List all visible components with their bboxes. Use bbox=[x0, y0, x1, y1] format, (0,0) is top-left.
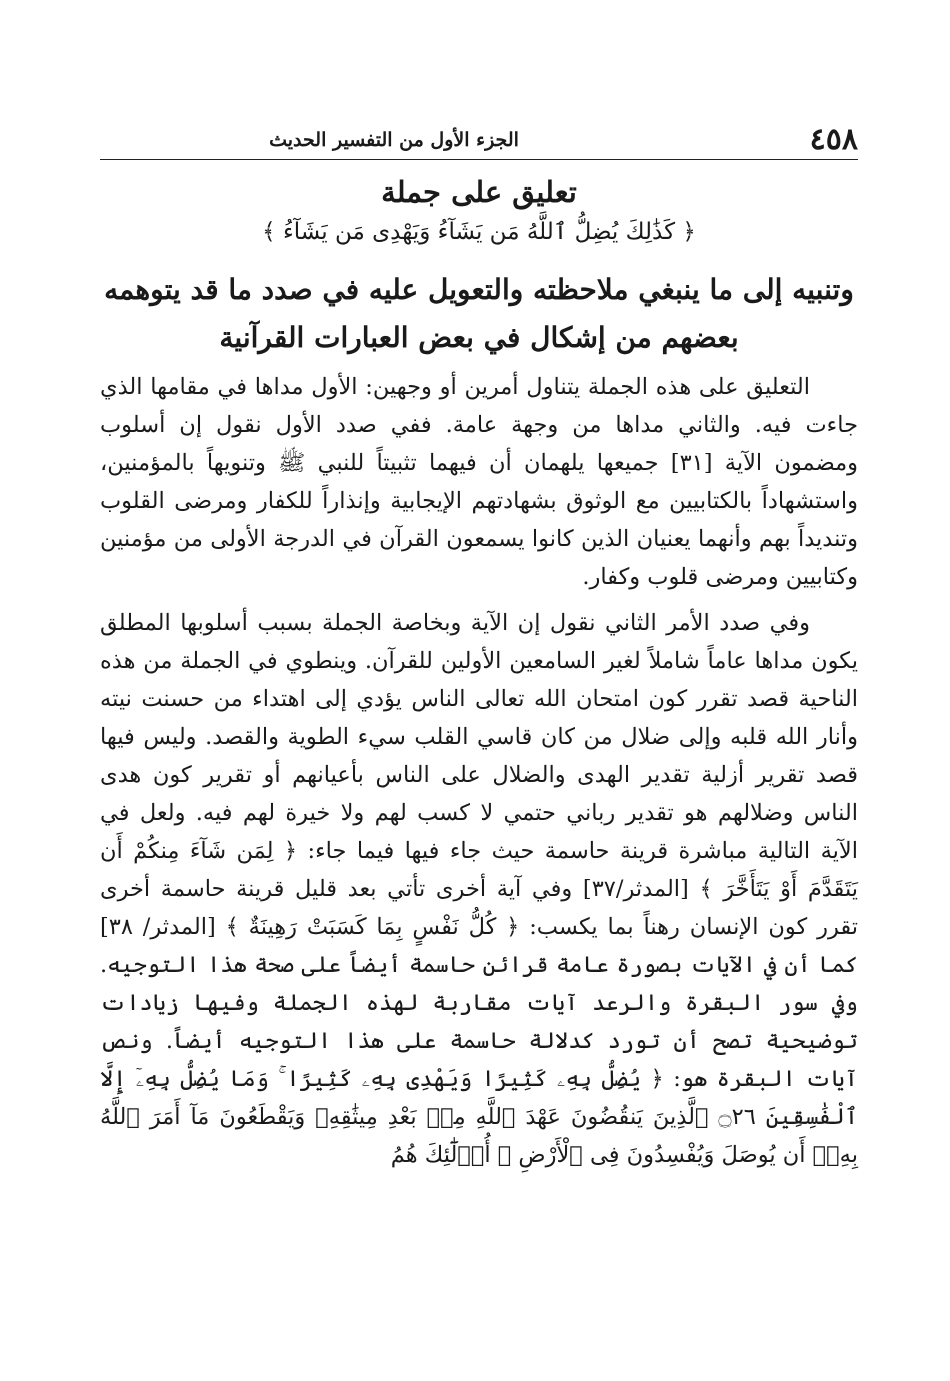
section-title: تعليق على جملة bbox=[381, 175, 577, 209]
section-verse: ﴿ كَذَٰلِكَ يُضِلُّ ٱللَّهُ مَن يَشَآءُ وَيَهْدِى مَن يَشَآءُ ﴾ bbox=[262, 219, 696, 245]
running-title: الجزء الأول من التفسير الحديث bbox=[269, 129, 519, 151]
subtitle-line-1: وتنبيه إلى ما ينبغي ملاحظته والتعويل عليه في صدد ما قد يتوهمه bbox=[104, 273, 854, 306]
header-divider bbox=[100, 159, 858, 160]
page-header bbox=[100, 118, 858, 160]
paragraph-2: وفي صدد الأمر الثاني نقول إن الآية وبخاصة الجملة بسبب أسلوبها المطلق يكون مداها عاماً شاملاً لغير السامعين الأولين للقرآن. وينطوي في الجملة من هذه الناحية قصد تقرر كون امتحان الله تعالى الناس يؤدي إلى اهتداء من حسنت نيته وأنار الله قلبه وإلى ضلال من كان قاسي القلب سيء الطوية والقصد. وليس فيها قصد تقرير أزلية تقدير الهدى والضلال على الناس بأعيانهم أو تقرير كون هدى الناس وضلالهم هو تقدير رباني حتمي لا كسب لهم ولا خيرة لهم فيه. ولعل في الآية التالية مباشرة قرينة حاسمة حيث جاء فيها فيما جاء: ﴿ لِمَن شَآءَ مِنكُمْ أَن يَتَقَدَّمَ أَوْ يَتَأَخَّرَ ﴾ [المدثر/٣٧] وفي آية أخرى تأتي بعد قليل قرينة حاسمة أخرى تقرر كون الإنسان رهناً بما يكسب: ﴿ كُلُّ نَفْسٍ بِمَا كَسَبَتْ رَهِينَةٌ ﴾ [المدثر/ ٣٨] كما أن في الآيات بصورة عامة قرائن حاسمة أيضاً على صحة هذا التوجيه. وفي سور البقرة والرعد آيات مقاربة لهذه الجملة وفيها زيادات توضيحية تصح أن تورد كدلالة حاسمة على هذا التوجيه أيضاً. ونص آيات البقرة هو: ﴿ يُضِلُّ بِهِۦ كَثِيرًا وَيَهْدِى بِهِۦ كَثِيرًا ۚ وَمَا يُضِلُّ بِهِۦٓ إِلَّا ٱلْفَٰسِقِينَ ۝٢٦ ٱلَّذِينَ يَنقُضُونَ عَهْدَ ٱللَّهِ مِنۢ بَعْدِ مِيثَٰقِهِۦ وَيَقْطَعُونَ مَآ أَمَرَ ٱللَّهُ بِهِۦٓ أَن يُوصَلَ وَيُفْسِدُونَ فِى ٱلْأَرْضِ ۚ أُو۟لَٰٓئِكَ هُمُ bbox=[100, 610, 858, 1168]
section-subtitle bbox=[100, 266, 858, 362]
paragraph-1: التعليق على هذه الجملة يتناول أمرين أو وجهين: الأول مداها في مقامها الذي جاءت فيه. والثاني مداها من وجهة عامة. ففي صدد الأول نقول إن أسلوب ومضمون الآية [٣١] جميعها يلهمان أن فيهما تثبيتاً للنبي ﷺ وتنويهاً بالمؤمنين، واستشهاداً بالكتابيين مع الوثوق بشهادتهم الإيجابية وإنذاراً للكفار ومرضى القلوب وتنديداً بهم وأنهما يعنيان الذين كانوا يسمعون القرآن في الدرجة الأولى من مؤمنين وكتابيين ومرضى قلوب وكفار. bbox=[100, 374, 858, 590]
body-text bbox=[100, 368, 858, 1174]
subtitle-line-2: بعضهم من إشكال في بعض العبارات القرآنية bbox=[219, 321, 739, 354]
page-number: ٤٥٨ bbox=[809, 122, 858, 157]
